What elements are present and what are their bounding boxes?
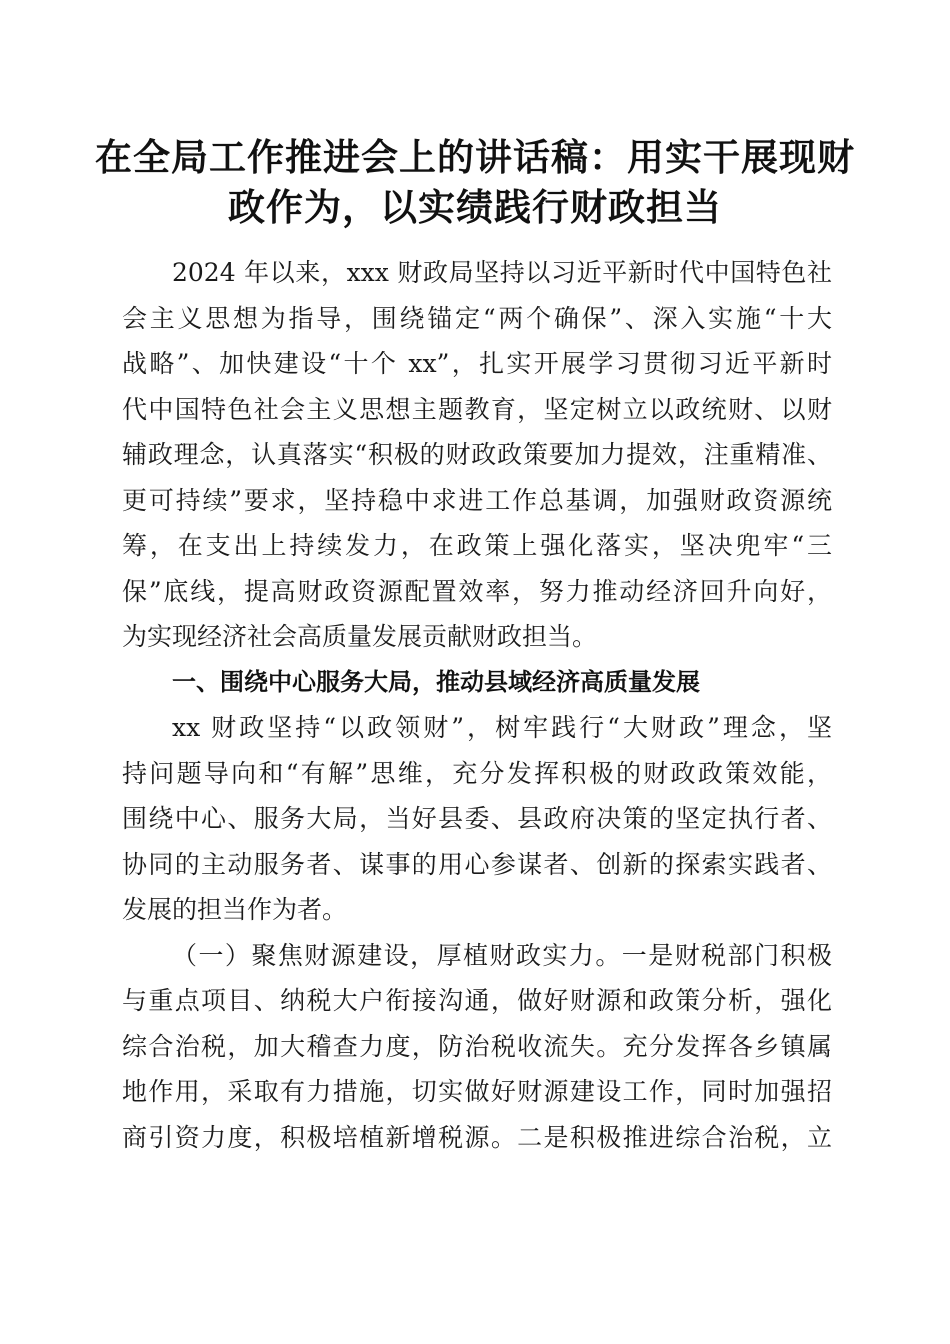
paragraph-line: 筹，在支出上持续发力，在政策上强化落实，坚决兜牢“三 [122,531,832,560]
paragraph-line: 商引资力度，积极培植新增税源。二是积极推进综合治税，立 [122,1122,832,1152]
paragraph-line: xx 财政坚持“以政领财”，树牢践行“大财政”理念，坚 [172,713,832,742]
paragraph-line: 战略”、加快建设“十个 xx”，扎实开展学习贯彻习近平新时 [122,349,832,378]
paragraph-line: 协同的主动服务者、谋事的用心参谋者、创新的探索实践者、 [122,849,832,879]
paragraph-line: 发展的担当作为者。 [122,895,348,924]
section-heading-1: 一、围绕中心服务大局，推动县域经济高质量发展 [172,667,700,696]
paragraph-intro [122,250,832,660]
paragraph-line: 综合治税，加大稽查力度，防治税收流失。充分发挥各乡镇属 [122,1031,832,1061]
paragraph-line: 2024 年以来，xxx 财政局坚持以习近平新时代中国特色社 [172,258,832,287]
document-body [122,250,832,1160]
paragraph-section-1 [122,705,832,933]
paragraph-line: 围绕中心、服务大局，当好县委、县政府决策的坚定执行者、 [122,804,832,833]
paragraph-line: 与重点项目、纳税大户衔接沟通，做好财源和政策分析，强化 [122,986,832,1015]
paragraph-line: （一）聚焦财源建设，厚植财政实力。一是财税部门积极 [172,940,832,970]
title-line-1: 在全局工作推进会上的讲话稿：用实干展现财 [95,135,855,179]
paragraph-line: 为实现经济社会高质量发展贡献财政担当。 [122,622,598,651]
paragraph-line: 更可持续”要求，坚持稳中求进工作总基调，加强财政资源统 [122,485,832,515]
paragraph-subsection-1 [122,933,832,1161]
paragraph-line: 会主义思想为指导，围绕锚定“两个确保”、深入实施“十大 [122,303,832,333]
paragraph-line: 辅政理念，认真落实“积极的财政政策要加力提效，注重精准、 [122,440,832,469]
paragraph-line: 代中国特色社会主义思想主题教育，坚定树立以政统财、以财 [122,394,832,424]
paragraph-line: 地作用，采取有力措施，切实做好财源建设工作，同时加强招 [122,1077,832,1106]
document-title [80,132,870,232]
paragraph-line: 保”底线，提高财政资源配置效率，努力推动经济回升向好， [122,576,832,606]
paragraph-line: 持问题导向和“有解”思维，充分发挥积极的财政政策效能， [122,758,832,788]
title-line-2: 政作为，以实绩践行财政担当 [228,185,722,229]
